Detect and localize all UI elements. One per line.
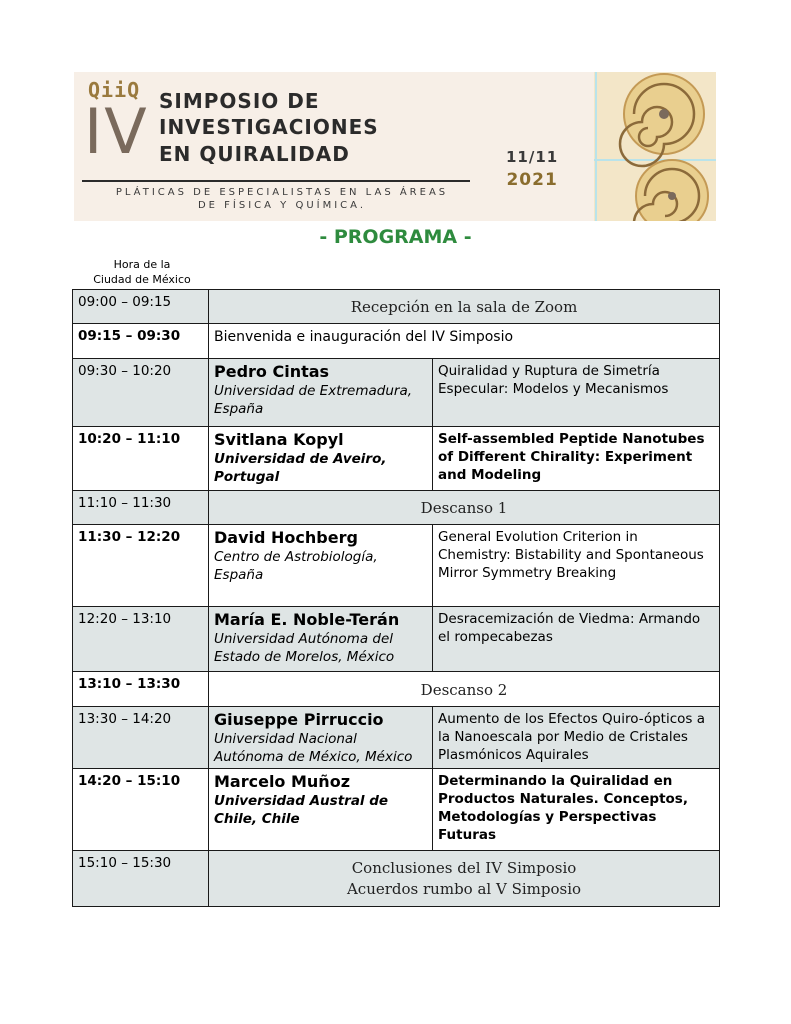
speaker-cell bbox=[209, 359, 433, 427]
edition-numeral: IV bbox=[84, 95, 149, 168]
banner-tagline bbox=[86, 186, 478, 212]
session-time: 13:30 – 14:20 bbox=[73, 707, 209, 769]
table-row bbox=[73, 769, 720, 851]
table-row bbox=[73, 491, 720, 525]
event-date-year: 2021 bbox=[506, 170, 558, 190]
session-event: Descanso 1 bbox=[209, 491, 720, 525]
time-column-header bbox=[80, 257, 204, 287]
banner-title-line-1: SIMPOSIO DE bbox=[159, 89, 320, 113]
session-event: Recepción en la sala de Zoom bbox=[209, 290, 720, 324]
session-time: 13:10 – 13:30 bbox=[73, 672, 209, 707]
speaker-name: Pedro Cintas bbox=[214, 362, 330, 381]
session-time: 11:10 – 11:30 bbox=[73, 491, 209, 525]
table-row bbox=[73, 290, 720, 324]
talk-title: Determinando la Quiralidad en Productos Naturales. Conceptos, Metodologías y Perspectivas Futuras bbox=[433, 769, 720, 851]
banner-divider bbox=[82, 180, 470, 182]
speaker-name: Svitlana Kopyl bbox=[214, 430, 344, 449]
event-date bbox=[506, 148, 558, 190]
event-date-days: 11/11 bbox=[506, 148, 559, 166]
speaker-affiliation: Universidad de Aveiro, Portugal bbox=[214, 451, 387, 485]
session-time: 09:00 – 09:15 bbox=[73, 290, 209, 324]
table-row bbox=[73, 525, 720, 607]
speaker-cell bbox=[209, 427, 433, 491]
table-row bbox=[73, 707, 720, 769]
table-row bbox=[73, 851, 720, 907]
speaker-name: Marcelo Muñoz bbox=[214, 772, 350, 791]
speaker-cell bbox=[209, 707, 433, 769]
speaker-name: Giuseppe Pirruccio bbox=[214, 710, 384, 729]
symposium-banner bbox=[74, 72, 716, 221]
speaker-name: María E. Noble-Terán bbox=[214, 610, 400, 629]
speaker-affiliation: Centro de Astrobiología, España bbox=[214, 549, 378, 583]
closing-line-2: Acuerdos rumbo al V Simposio bbox=[346, 880, 582, 898]
tagline-line-1: PLÁTICAS DE ESPECIALISTAS EN LAS ÁREAS bbox=[115, 187, 449, 198]
talk-title: General Evolution Criterion in Chemistry: Bistability and Spontaneous Mirror Symmetry Breaking bbox=[433, 525, 720, 607]
session-time: 09:30 – 10:20 bbox=[73, 359, 209, 427]
speaker-affiliation: Universidad Nacional Autónoma de México, México bbox=[214, 731, 413, 765]
closing-line-1: Conclusiones del IV Simposio bbox=[351, 859, 577, 877]
session-event: Bienvenida e inauguración del IV Simposio bbox=[209, 324, 720, 359]
table-row bbox=[73, 672, 720, 707]
session-event bbox=[209, 851, 720, 907]
speaker-cell bbox=[209, 607, 433, 672]
talk-title: Self-assembled Peptide Nanotubes of Different Chirality: Experiment and Modeling bbox=[433, 427, 720, 491]
session-event: Descanso 2 bbox=[209, 672, 720, 707]
table-row bbox=[73, 359, 720, 427]
session-time: 15:10 – 15:30 bbox=[73, 851, 209, 907]
talk-title: Desracemización de Viedma: Armando el rompecabezas bbox=[433, 607, 720, 672]
symposium-logo: QiiQ bbox=[88, 78, 141, 102]
nautilus-shell-image bbox=[594, 72, 716, 221]
talk-title: Aumento de los Efectos Quiro-ópticos a la Nanoescala por Medio de Cristales Plasmónicos Aquirales bbox=[433, 707, 720, 769]
time-header-line-2: Ciudad de México bbox=[93, 273, 191, 286]
speaker-cell bbox=[209, 769, 433, 851]
session-time: 09:15 – 09:30 bbox=[73, 324, 209, 359]
tagline-line-2: DE FÍSICA Y QUÍMICA. bbox=[197, 200, 367, 211]
banner-title-line-3: EN QUIRALIDAD bbox=[159, 142, 350, 166]
speaker-cell bbox=[209, 525, 433, 607]
table-row bbox=[73, 427, 720, 491]
banner-title-line-2: INVESTIGACIONES bbox=[159, 115, 379, 139]
session-time: 10:20 – 11:10 bbox=[73, 427, 209, 491]
program-heading: - PROGRAMA - bbox=[319, 226, 472, 248]
speaker-affiliation: Universidad de Extremadura, España bbox=[214, 383, 413, 417]
speaker-name: David Hochberg bbox=[214, 528, 358, 547]
session-time: 14:20 – 15:10 bbox=[73, 769, 209, 851]
session-time: 11:30 – 12:20 bbox=[73, 525, 209, 607]
speaker-affiliation: Universidad Autónoma del Estado de Morelos, México bbox=[214, 631, 395, 665]
talk-title: Quiralidad y Ruptura de Simetría Especular: Modelos y Mecanismos bbox=[433, 359, 720, 427]
program-schedule-table bbox=[72, 289, 720, 907]
session-time: 12:20 – 13:10 bbox=[73, 607, 209, 672]
time-header-line-1: Hora de la bbox=[113, 258, 171, 271]
table-row bbox=[73, 607, 720, 672]
speaker-affiliation: Universidad Austral de Chile, Chile bbox=[214, 793, 389, 827]
table-row bbox=[73, 324, 720, 359]
